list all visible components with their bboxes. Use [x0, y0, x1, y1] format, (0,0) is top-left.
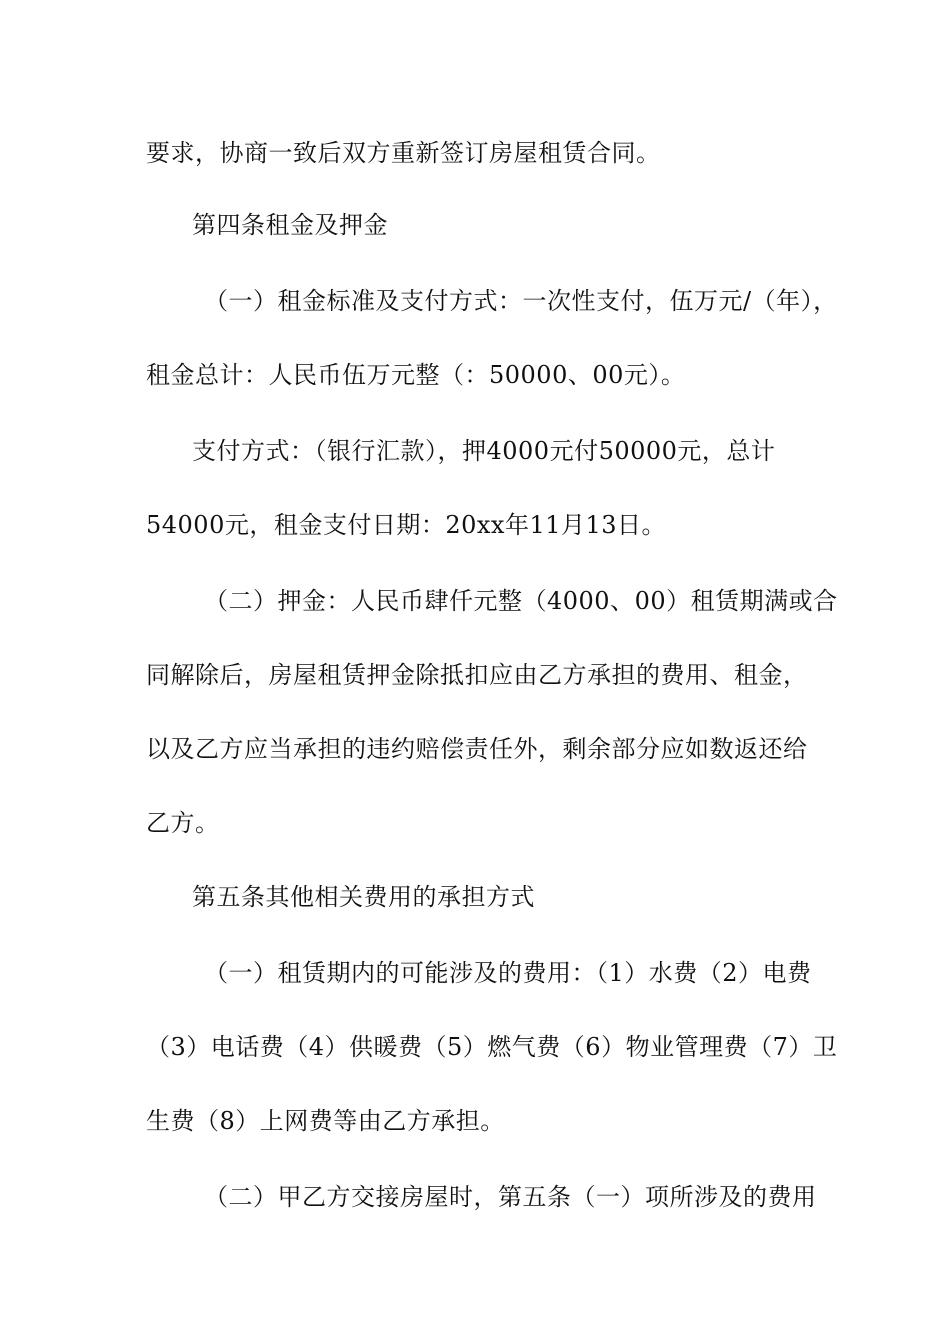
paragraph-line: （二）押金：人民币肆仟元整（4000、00）租赁期满或合 [204, 587, 838, 615]
paragraph-line: 乙方。 [146, 809, 220, 837]
paragraph-line: （二）甲乙方交接房屋时，第五条（一）项所涉及的费用 [204, 1183, 817, 1211]
paragraph-line: 支付方式：（银行汇款），押4000元付50000元，总计 [192, 437, 776, 465]
paragraph-line: 生费（8）上网费等由乙方承担。 [146, 1107, 505, 1135]
paragraph-line: 以及乙方应当承担的违约赔偿责任外，剩余部分应如数返还给 [146, 735, 808, 763]
paragraph-line: 54000元，租金支付日期：20xx年11月13日。 [146, 511, 667, 539]
paragraph-line: 同解除后，房屋租赁押金除抵扣应由乙方承担的费用、租金， [146, 661, 808, 689]
article-heading: 第五条其他相关费用的承担方式 [192, 883, 535, 911]
paragraph-line: 租金总计：人民币伍万元整（：50000、00元）。 [146, 361, 686, 389]
paragraph-line: （一）租金标准及支付方式：一次性支付，伍万元/（年）， [204, 287, 838, 315]
paragraph-line: （一）租赁期内的可能涉及的费用：（1）水费（2）电费 [204, 959, 812, 987]
paragraph-line: 要求，协商一致后双方重新签订房屋租赁合同。 [146, 139, 661, 167]
article-heading: 第四条租金及押金 [192, 211, 388, 239]
paragraph-line: （3）电话费（4）供暖费（5）燃气费（6）物业管理费（7）卫 [146, 1033, 838, 1061]
